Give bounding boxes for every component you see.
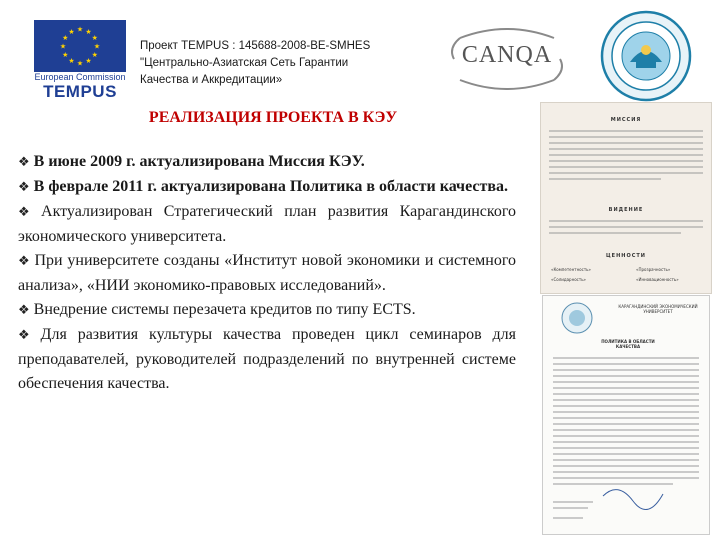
eu-star-icon: ★ <box>76 25 84 34</box>
eu-star-icon: ★ <box>76 59 84 68</box>
eu-caption: European Commission <box>34 72 126 82</box>
list-item-text: Актуализирован Стратегический план развития Карагандинского экономического университета. <box>18 203 517 245</box>
eu-star-icon: ★ <box>59 42 67 51</box>
mission-heading: МИССИЯ <box>610 117 642 123</box>
list-item <box>18 175 516 200</box>
eu-star-icon: ★ <box>91 34 98 42</box>
value-item: «Инновационность» <box>636 277 679 282</box>
list-item-text: Внедрение системы перезачета кредитов по типу ECTS. <box>33 301 416 318</box>
value-item: «Солидарность» <box>551 277 586 282</box>
vision-heading: ВИДЕНИЕ <box>608 207 644 213</box>
mission-document-image <box>540 102 712 294</box>
policy-university-header: КАРАГАНДИНСКИЙ ЭКОНОМИЧЕСКИЙ УНИВЕРСИТЕТ <box>618 304 698 314</box>
policy-document-graphic <box>543 296 709 534</box>
diamond-bullet-icon: ❖ <box>18 180 30 195</box>
list-item-text: В феврале 2011 г. актуализирована Политика в области качества. <box>33 178 508 195</box>
list-item <box>18 323 516 396</box>
project-line: "Центрально-Азиатская Сеть Гарантии <box>140 57 349 69</box>
canqa-wordmark: CANQA <box>461 42 553 68</box>
eu-star-icon: ★ <box>62 51 69 59</box>
project-line: Проект TEMPUS : 145688-2008-BE-SMHES <box>140 40 371 52</box>
diamond-bullet-icon: ❖ <box>18 254 31 269</box>
values-heading: ЦЕННОСТИ <box>606 253 646 259</box>
slide-title: РЕАЛИЗАЦИЯ ПРОЕКТА В КЭУ <box>148 109 398 126</box>
eu-star-icon: ★ <box>93 42 101 51</box>
eu-star-icon: ★ <box>85 57 92 66</box>
eu-star-icon: ★ <box>62 34 69 42</box>
diamond-bullet-icon: ❖ <box>18 328 37 343</box>
eu-star-icon: ★ <box>68 57 75 66</box>
list-item-text: В июне 2009 г. актуализирована Миссия КЭУ. <box>33 153 365 170</box>
list-item <box>18 150 516 175</box>
diamond-bullet-icon: ❖ <box>18 205 38 220</box>
policy-document-image <box>542 295 710 535</box>
eu-tempus-logo <box>28 20 132 100</box>
project-line: Качества и Аккредитации» <box>140 74 283 86</box>
value-item: «Компетентность» <box>551 267 591 272</box>
list-item <box>18 200 516 249</box>
eu-flag-icon <box>34 20 126 72</box>
policy-title: ПОЛИТИКА В ОБЛАСТИ КАЧЕСТВА <box>601 339 655 349</box>
diamond-bullet-icon: ❖ <box>18 303 30 318</box>
list-item <box>18 298 516 323</box>
value-item: «Прозрачность» <box>636 267 671 272</box>
list-item-text: При университете созданы «Институт новой экономики и системного анализа», «НИИ экономико-правовых исследований». <box>18 252 516 294</box>
list-item <box>18 249 516 298</box>
university-seal-icon <box>600 10 692 102</box>
eu-star-icon: ★ <box>91 51 98 59</box>
list-item-text: Для развития культуры качества проведен цикл семинаров для преподавателей, руководителей подразделений по внутренней системе обеспечения качества. <box>18 326 516 392</box>
eu-star-icon: ★ <box>85 27 92 36</box>
eu-star-icon: ★ <box>68 27 75 36</box>
mission-text-lines <box>541 103 711 293</box>
project-header <box>140 38 430 89</box>
diamond-bullet-icon: ❖ <box>18 155 30 170</box>
slide-body <box>18 150 516 396</box>
tempus-brand: TEMPUS <box>43 82 117 101</box>
canqa-logo <box>448 28 566 90</box>
